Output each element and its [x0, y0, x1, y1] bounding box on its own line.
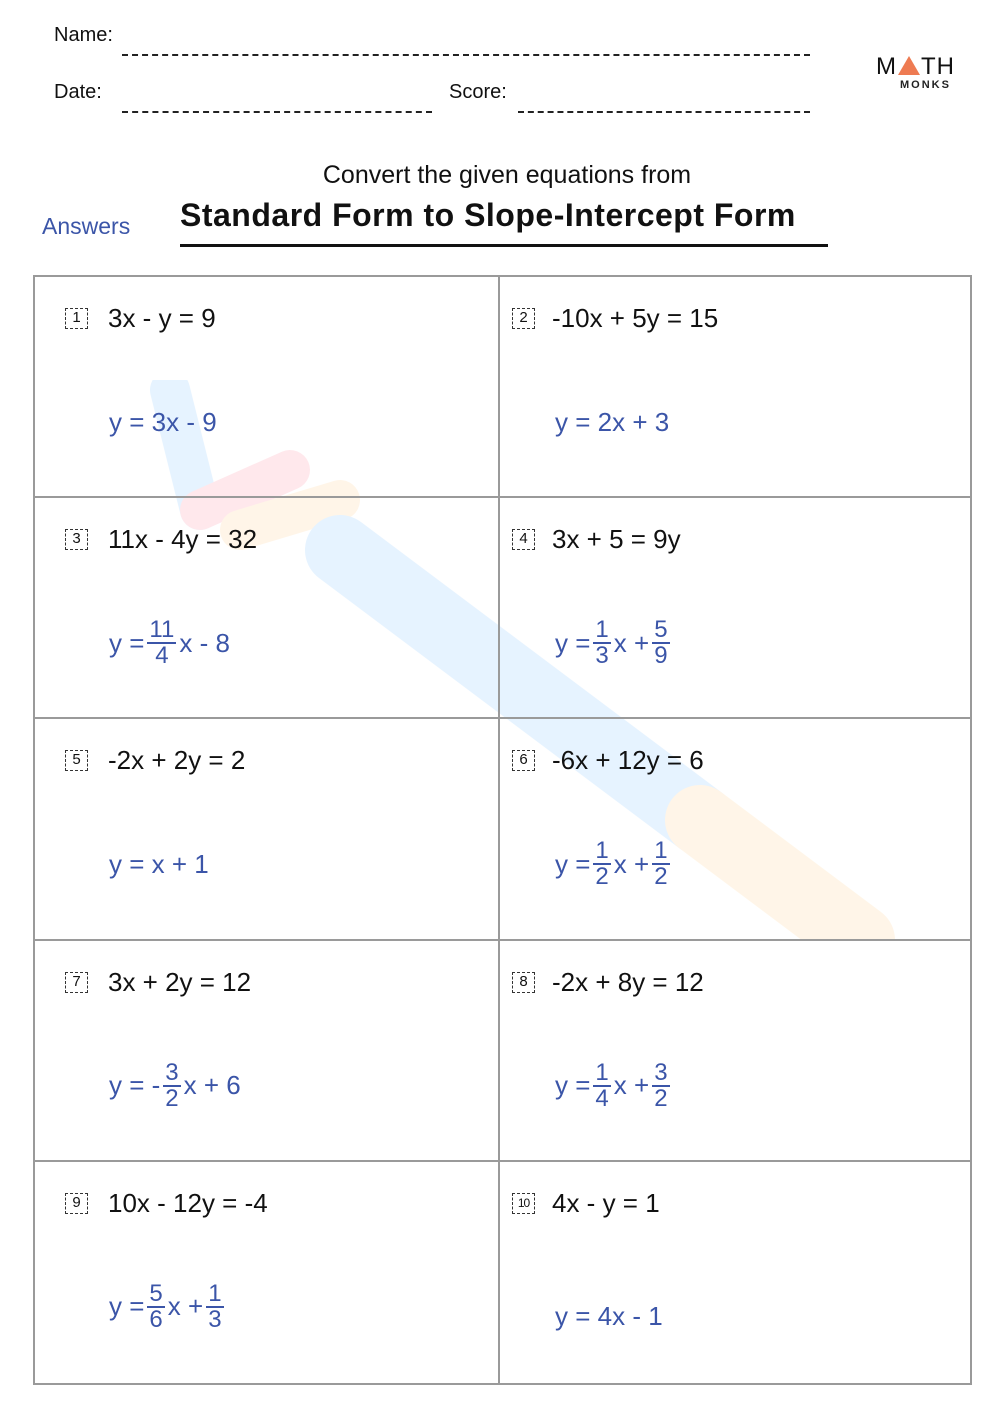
math-monks-logo: [876, 54, 956, 94]
fraction-numerator: 11: [149, 616, 175, 644]
question-number: 10: [512, 1193, 535, 1214]
slope-fraction: [593, 839, 610, 889]
answer-text: y = -: [109, 1070, 161, 1101]
title-underline: [180, 244, 828, 247]
answer-text: y = 3x - 9: [109, 406, 217, 437]
question-equation: 10x - 12y = -4: [108, 1187, 268, 1218]
intercept-fraction: [652, 618, 669, 668]
answer-text: y = 2x + 3: [555, 406, 670, 437]
fraction-numerator: 5: [149, 1279, 163, 1307]
slope-fraction: [593, 618, 610, 668]
triangle-icon: [898, 56, 920, 75]
answer-text: y = x + 1: [109, 848, 209, 879]
intercept-fraction: [652, 839, 669, 889]
fraction-numerator: 1: [595, 616, 609, 644]
answer-equation: [108, 839, 210, 889]
question-number: 8: [512, 972, 535, 993]
fraction-numerator: 1: [595, 837, 609, 865]
problem-cell-7: [35, 941, 500, 1162]
answer-equation: [108, 1058, 242, 1112]
date-field[interactable]: [122, 111, 432, 113]
subtitle: Convert the given equations from: [322, 161, 692, 189]
slope-fraction: [147, 618, 176, 668]
problem-cell-9: [35, 1162, 500, 1383]
score-field[interactable]: [518, 111, 810, 113]
fraction-numerator: 1: [595, 1058, 609, 1086]
fraction-denominator: 4: [155, 642, 169, 670]
fraction-numerator: 1: [654, 837, 668, 865]
intercept-fraction: [206, 1279, 223, 1333]
logo-letter-m: M: [876, 53, 897, 80]
question-equation: 3x - y = 9: [108, 303, 216, 333]
answer-text: y = 4x - 1: [555, 1301, 663, 1332]
problem-cell-6: [500, 719, 972, 940]
question-equation: 3x + 5 = 9y: [552, 524, 681, 555]
question-number: 1: [65, 308, 88, 329]
answer-equation: [554, 618, 672, 668]
problem-cell-4: [500, 498, 972, 719]
intercept-fraction: [652, 1058, 669, 1112]
answer-text: x +: [613, 848, 650, 879]
answer-equation: [554, 397, 670, 447]
score-label: Score:: [449, 81, 507, 103]
answer-text: x + 6: [183, 1070, 241, 1101]
question-equation: -10x + 5y = 15: [552, 303, 719, 333]
slope-fraction: [593, 1058, 610, 1112]
slope-fraction: [163, 1058, 180, 1112]
question-number: 6: [512, 750, 535, 771]
fraction-denominator: 9: [654, 642, 668, 670]
fraction-denominator: 4: [595, 1084, 609, 1112]
question-equation: 3x + 2y = 12: [108, 966, 252, 997]
answer-equation: [554, 1058, 672, 1112]
problem-cell-5: [35, 719, 500, 940]
problem-cell-8: [500, 941, 972, 1162]
answer-text: y =: [109, 1291, 145, 1322]
question-number: 3: [65, 529, 88, 550]
slope-fraction: [147, 1279, 164, 1333]
logo-monks-text: MONKS: [900, 79, 951, 91]
question-equation: 4x - y = 1: [552, 1187, 660, 1218]
answer-text: x +: [613, 627, 650, 658]
name-field[interactable]: [122, 54, 810, 56]
answer-text: x - 8: [179, 627, 230, 658]
answers-label: Answers: [42, 213, 131, 239]
fraction-denominator: 2: [654, 1084, 668, 1112]
logo-letters-th: TH: [921, 53, 955, 80]
fraction-numerator: 1: [208, 1279, 222, 1307]
answer-text: y =: [555, 627, 591, 658]
question-number: 7: [65, 972, 88, 993]
problems-grid: [33, 275, 972, 1385]
fraction-denominator: 6: [149, 1305, 163, 1333]
answer-equation: [108, 1279, 226, 1333]
question-number: 4: [512, 529, 535, 550]
answer-equation: [108, 618, 231, 668]
question-equation: 11x - 4y = 32: [108, 524, 258, 555]
fraction-numerator: 3: [654, 1058, 668, 1086]
fraction-denominator: 2: [165, 1084, 179, 1112]
problem-cell-3: [35, 498, 500, 719]
answer-text: x +: [613, 1070, 650, 1101]
question-equation: -6x + 12y = 6: [552, 745, 704, 776]
logo-wordmark: [876, 54, 955, 80]
answer-text: y =: [109, 627, 145, 658]
question-equation: -2x + 8y = 12: [552, 966, 704, 997]
problem-cell-2: [500, 277, 972, 498]
answer-text: x +: [167, 1291, 204, 1322]
fraction-denominator: 2: [595, 863, 609, 891]
problem-cell-10: [500, 1162, 972, 1383]
answer-equation: [554, 839, 672, 889]
answer-equation: [108, 397, 218, 447]
question-number: 9: [65, 1193, 88, 1214]
date-label: Date:: [54, 81, 102, 103]
answer-text: y =: [555, 848, 591, 879]
question-number: 5: [65, 750, 88, 771]
fraction-denominator: 2: [654, 863, 668, 891]
fraction-numerator: 5: [654, 616, 668, 644]
page-title: Standard Form to Slope-Intercept Form: [180, 197, 796, 233]
question-number: 2: [512, 308, 535, 329]
question-equation: -2x + 2y = 2: [108, 745, 246, 776]
answer-text: y =: [555, 1070, 591, 1101]
fraction-numerator: 3: [165, 1058, 179, 1086]
fraction-denominator: 3: [208, 1305, 222, 1333]
name-label: Name:: [54, 24, 113, 46]
fraction-denominator: 3: [595, 642, 609, 670]
answer-equation: [554, 1292, 664, 1342]
problem-cell-1: [35, 277, 500, 498]
